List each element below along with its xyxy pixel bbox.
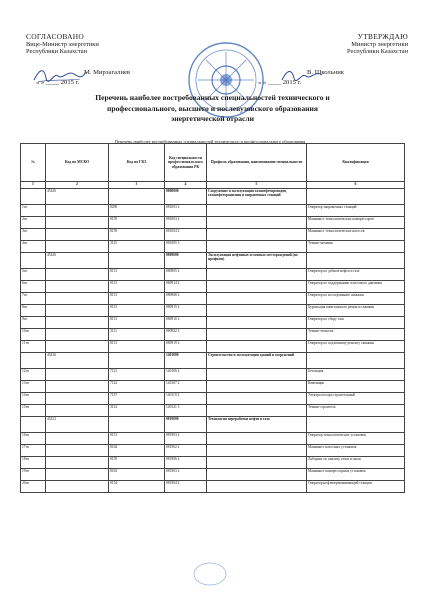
isced-code [46, 241, 109, 253]
isced-code [46, 481, 109, 493]
row-number [21, 417, 46, 433]
table-body [21, 189, 405, 493]
table-row [21, 381, 405, 393]
table-row [21, 405, 405, 417]
table-row [21, 445, 405, 457]
profile-name [207, 445, 307, 457]
qualification: Бетонщик [307, 369, 405, 381]
row-number [21, 353, 46, 369]
qualification: Оператор по добыче нефти и газа [307, 269, 405, 281]
table-group-row [21, 417, 405, 433]
table-row [21, 481, 405, 493]
qualification: Машинист технологических компрессоров [307, 217, 405, 229]
isced-code [46, 217, 109, 229]
table-row [21, 329, 405, 341]
col-header-gkz: Код по ГКЗ [109, 144, 165, 182]
approver-position-right: Министр энергетики [351, 40, 408, 48]
specialty-code: 0819000 [165, 417, 207, 433]
qualification: Оператор технологических установок [307, 433, 405, 445]
qualification: Оператор нефтеперекачивающей станции [307, 481, 405, 493]
specialty-code: 1401000 [165, 353, 207, 369]
qualification: Машинист технологических насосов [307, 229, 405, 241]
specialty-code: 080915 2 [165, 305, 207, 317]
gkz-code: 8113 [109, 281, 165, 293]
specialty-code: 080905 2 [165, 269, 207, 281]
table-row [21, 217, 405, 229]
gkz-code: 3115 [109, 241, 165, 253]
qualification: Лаборант по анализу газов и пыли [307, 457, 405, 469]
gkz-code: 8113 [109, 305, 165, 317]
qualification: Бурильщик капитального ремонта скважин [307, 305, 405, 317]
qualification: Электрослесарь строительный [307, 393, 405, 405]
row-number: 2тп [21, 217, 46, 229]
isced-code [46, 305, 109, 317]
isced-code [46, 229, 109, 241]
specialty-code: 081005 3 [165, 241, 207, 253]
specialty-code: 0809000 [165, 253, 207, 269]
profile-name: Технология переработки нефти и газа [207, 417, 307, 433]
row-number: 17тп [21, 445, 46, 457]
isced-code: 45436 [46, 189, 109, 205]
table-header-row [21, 144, 405, 182]
qualification [307, 417, 405, 433]
row-number: 15тп [21, 405, 46, 417]
table-row [21, 205, 405, 217]
profile-name [207, 457, 307, 469]
row-number: 13тп [21, 381, 46, 393]
title-line: энергетической отрасли [170, 114, 255, 123]
row-number: 7тп [21, 293, 46, 305]
gkz-code: 8113 [109, 341, 165, 353]
row-number: 11тп [21, 341, 46, 353]
isced-code [46, 457, 109, 469]
approval-block-right [258, 33, 408, 56]
isced-code [46, 329, 109, 341]
gkz-code: 7137 [109, 393, 165, 405]
specialty-code: 081902 2 [165, 445, 207, 457]
profile-name [207, 393, 307, 405]
qualification: Машинист компрессорных установок [307, 469, 405, 481]
isced-code: 45436 [46, 253, 109, 269]
table-row [21, 293, 405, 305]
gkz-code [109, 189, 165, 205]
isced-code: 45412 [46, 417, 109, 433]
profile-name [207, 241, 307, 253]
table-row [21, 393, 405, 405]
table-row [21, 229, 405, 241]
row-number: 9тп [21, 317, 46, 329]
gkz-code: 8113 [109, 293, 165, 305]
profile-name [207, 281, 307, 293]
profile-name [207, 381, 307, 393]
approval-block-left [26, 33, 166, 56]
isced-code [46, 445, 109, 457]
gkz-code [109, 253, 165, 269]
profile-name: Сооружение и эксплуатация газонефтепроводов, газонефтехранилищ и заправочных станций [207, 189, 307, 205]
specialty-code: 081904 2 [165, 481, 207, 493]
qualification [307, 189, 405, 205]
isced-code [46, 205, 109, 217]
isced-code [46, 405, 109, 417]
signatory-left: М. Мирзагалиев [84, 69, 131, 76]
gkz-code: 8290 [109, 205, 165, 217]
specialty-code: 080910 2 [165, 317, 207, 329]
isced-code [46, 393, 109, 405]
isced-code: 45416 [46, 353, 109, 369]
col-header-isced: Код по МСКО [46, 144, 109, 182]
qualification: Каменщик [307, 381, 405, 393]
profile-name [207, 469, 307, 481]
qualification [307, 353, 405, 369]
table-row [21, 269, 405, 281]
row-number [21, 253, 46, 269]
specialty-code: 081003 2 [165, 205, 207, 217]
row-number: 14тп [21, 393, 46, 405]
row-number: 12тп [21, 369, 46, 381]
gkz-code: 8154 [109, 481, 165, 493]
table-row [21, 457, 405, 469]
profile-name: Строительство и эксплуатация зданий и сооружений [207, 353, 307, 369]
gkz-code [109, 417, 165, 433]
specialty-code: 140106 2 [165, 369, 207, 381]
gkz-code: 8113 [109, 317, 165, 329]
row-number: 18тп [21, 457, 46, 469]
isced-code [46, 281, 109, 293]
page-stamp-icon [190, 560, 230, 588]
table-row [21, 433, 405, 445]
qualification: Оператор по подземному ремонту скважин [307, 341, 405, 353]
isced-code [46, 433, 109, 445]
approved-heading-left: СОГЛАСОВАНО [26, 32, 85, 41]
specialty-code: 140107 2 [165, 381, 207, 393]
col-header-qualification: Квалификация [307, 144, 405, 182]
specialty-code: 080919 2 [165, 341, 207, 353]
table-row [21, 241, 405, 253]
qualification: Техник-технолог [307, 329, 405, 341]
row-number: 16тп [21, 433, 46, 445]
qualification: Оператор по сбору газа [307, 317, 405, 329]
qualification: Техник-механик [307, 241, 405, 253]
table-row [21, 469, 405, 481]
table-row [21, 305, 405, 317]
signatory-right: В. Школьник [307, 69, 344, 76]
col-number: 1 [21, 182, 46, 189]
qualification [307, 253, 405, 269]
profile-name [207, 205, 307, 217]
table-row [21, 281, 405, 293]
profile-name [207, 217, 307, 229]
row-number [21, 189, 46, 205]
approver-country-left: Республики Казахстан [26, 48, 88, 56]
gkz-code: 8159 [109, 229, 165, 241]
gkz-code: 3112 [109, 405, 165, 417]
qualification: Оператор по исследованию скважин [307, 293, 405, 305]
profile-name [207, 329, 307, 341]
profile-name [207, 305, 307, 317]
col-header-number: № [21, 144, 46, 182]
gkz-code: 8159 [109, 457, 165, 469]
isced-code [46, 341, 109, 353]
col-number: 5 [207, 182, 307, 189]
qualification: Техник-строитель [307, 405, 405, 417]
sign-date-right: « » ____ 2015 г. [258, 79, 302, 86]
specialty-code: 081903 2 [165, 433, 207, 445]
profile-name: Эксплуатация нефтяных и газовых месторождений (по профилю) [207, 253, 307, 269]
qualification: Оператор заправочных станций [307, 205, 405, 217]
title-line: профессионального, высшего и послевузовского образования [107, 103, 318, 113]
specialty-code: 140119 2 [165, 393, 207, 405]
approved-heading-right: УТВЕРЖДАЮ [357, 32, 408, 41]
isced-code [46, 381, 109, 393]
table-group-row [21, 353, 405, 369]
gkz-code: 7122 [109, 381, 165, 393]
specialty-code: 140121 3 [165, 405, 207, 417]
col-header-specialty-code: Код специальности профессиональ ного образования РК [165, 144, 207, 182]
column-number-row [21, 182, 405, 189]
isced-code [46, 469, 109, 481]
table-group-row [21, 189, 405, 205]
row-number: 4тп [21, 241, 46, 253]
specialty-code: 081903 2 [165, 469, 207, 481]
col-number: 3 [109, 182, 165, 189]
specialty-code: 081906 2 [165, 457, 207, 469]
row-number: 20тп [21, 481, 46, 493]
isced-code [46, 293, 109, 305]
specialty-code: 080908 2 [165, 293, 207, 305]
profile-name [207, 481, 307, 493]
row-number: 10тп [21, 329, 46, 341]
table-caption: Перечень наиболее востребованных специальностей технического и профессионального образования [114, 139, 306, 144]
col-header-profile: Профиль образования, наименование специальности [207, 144, 307, 182]
profile-name [207, 229, 307, 241]
table-row [21, 341, 405, 353]
row-number: 1тп [21, 205, 46, 217]
table-group-row [21, 253, 405, 269]
isced-code [46, 317, 109, 329]
approver-position-left: Вице-Министр энергетики [26, 40, 99, 48]
table-row [21, 317, 405, 329]
col-number: 4 [165, 182, 207, 189]
gkz-code: 8151 [109, 433, 165, 445]
profile-name [207, 317, 307, 329]
row-number: 19тп [21, 469, 46, 481]
row-number: 3тп [21, 229, 46, 241]
profile-name [207, 405, 307, 417]
qualification: Оператор по поддержанию пластового давления [307, 281, 405, 293]
specialty-code: 0808000 [165, 189, 207, 205]
profile-name [207, 269, 307, 281]
row-number: 6тп [21, 281, 46, 293]
profile-name [207, 293, 307, 305]
gkz-code: 3111 [109, 329, 165, 341]
document-title [60, 93, 365, 125]
profile-name [207, 341, 307, 353]
sign-date-left: « » ____ 2015 г. [36, 79, 80, 86]
gkz-code: 8162 [109, 445, 165, 457]
specialties-table [20, 143, 405, 493]
specialty-code: 081004 2 [165, 229, 207, 241]
approver-country-right: Республики Казахстан [346, 48, 408, 56]
isced-code [46, 369, 109, 381]
title-line: Перечень наиболее востребованных специальностей технического и [95, 93, 330, 102]
specialty-code: 080922 3 [165, 329, 207, 341]
col-number: 2 [46, 182, 109, 189]
gkz-code: 8159 [109, 217, 165, 229]
gkz-code [109, 353, 165, 369]
col-number: 6 [307, 182, 405, 189]
profile-name [207, 369, 307, 381]
row-number: 8тп [21, 305, 46, 317]
qualification: Машинист насосных установок [307, 445, 405, 457]
specialty-code: 080914 2 [165, 281, 207, 293]
table-row [21, 369, 405, 381]
profile-name [207, 433, 307, 445]
isced-code [46, 269, 109, 281]
gkz-code: 8113 [109, 269, 165, 281]
gkz-code: 8163 [109, 469, 165, 481]
row-number: 5тп [21, 269, 46, 281]
specialty-code: 081003 2 [165, 217, 207, 229]
gkz-code: 7121 [109, 369, 165, 381]
